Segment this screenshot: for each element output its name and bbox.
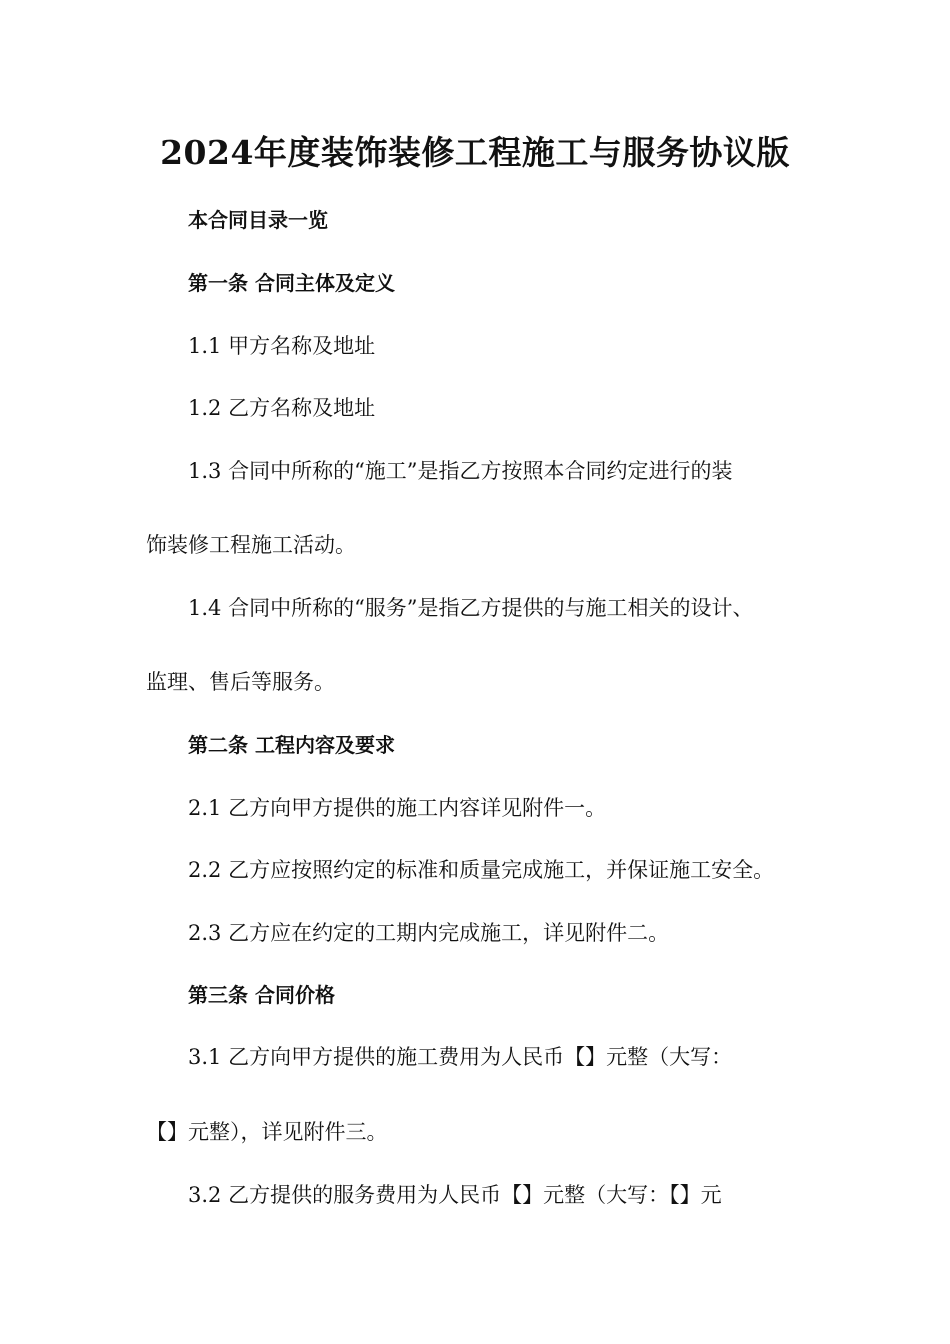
clause-1-4-line-2: 监理、售后等服务。 bbox=[146, 670, 335, 694]
clause-1-3-line-2: 饰装修工程施工活动。 bbox=[146, 533, 356, 557]
clause-3-2-line-1: 3.2 乙方提供的服务费用为人民币【】元整（大写：【】元 bbox=[188, 1183, 722, 1207]
article-2-heading: 第二条 工程内容及要求 bbox=[188, 733, 395, 757]
document-title: 2024年度装饰装修工程施工与服务协议版 bbox=[160, 133, 790, 172]
clause-1-1: 1.1 甲方名称及地址 bbox=[188, 334, 376, 358]
clause-1-2: 1.2 乙方名称及地址 bbox=[188, 396, 376, 420]
article-3-heading: 第三条 合同价格 bbox=[188, 983, 335, 1007]
clause-1-4-line-1: 1.4 合同中所称的“服务”是指乙方提供的与施工相关的设计、 bbox=[188, 596, 754, 620]
article-1-heading: 第一条 合同主体及定义 bbox=[188, 271, 395, 295]
clause-3-1-line-1: 3.1 乙方向甲方提供的施工费用为人民币【】元整（大写： bbox=[188, 1045, 733, 1069]
clause-2-3: 2.3 乙方应在约定的工期内完成施工，详见附件二。 bbox=[188, 921, 670, 945]
clause-1-3-line-1: 1.3 合同中所称的“施工”是指乙方按照本合同约定进行的装 bbox=[188, 459, 733, 483]
toc-heading: 本合同目录一览 bbox=[188, 208, 328, 232]
clause-2-1: 2.1 乙方向甲方提供的施工内容详见附件一。 bbox=[188, 796, 607, 820]
clause-3-1-line-2: 【】元整），详见附件三。 bbox=[146, 1120, 388, 1144]
clause-2-2: 2.2 乙方应按照约定的标准和质量完成施工，并保证施工安全。 bbox=[188, 858, 775, 882]
